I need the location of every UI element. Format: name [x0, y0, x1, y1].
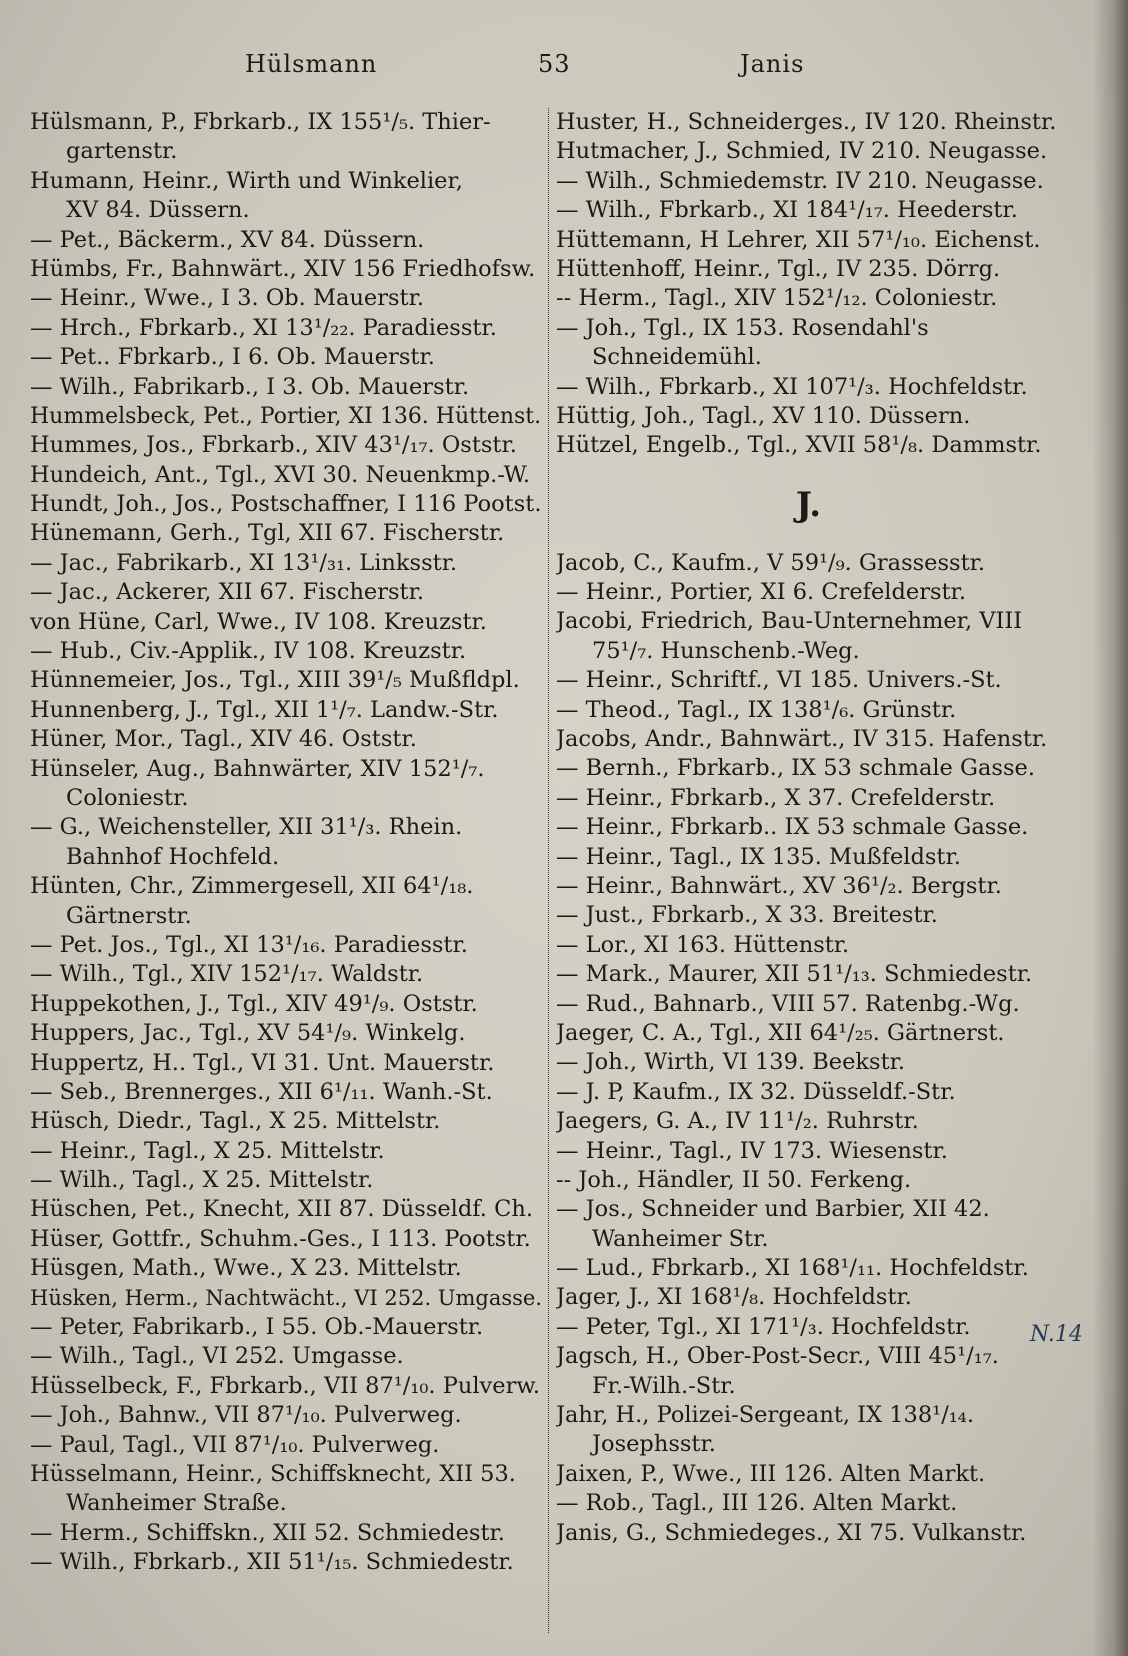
directory-entry: Hüttemann, H Lehrer, XII 57¹/₁₀. Eichenst.: [556, 226, 1041, 253]
left-column: [30, 108, 550, 1578]
directory-entry: XV 84. Düssern.: [66, 197, 250, 224]
directory-entry: — Mark., Maurer, XII 51¹/₁₃. Schmiedestr.: [556, 961, 1033, 988]
directory-entry: — Rud., Bahnarb., VIII 57. Ratenbg.-Wg.: [556, 990, 1020, 1017]
directory-entry: Huppertz, H.. Tgl., VI 31. Unt. Mauerstr.: [30, 1049, 495, 1076]
running-head: [0, 44, 1128, 84]
directory-entry: Hützel, Engelb., Tgl., XVII 58¹/₈. Dammstr.: [556, 432, 1042, 459]
directory-entry: — Joh., Tgl., IX 153. Rosendahl's: [556, 314, 929, 341]
directory-entry: Fr.-Wilh.-Str.: [592, 1372, 736, 1399]
directory-entry: — Wilh., Fabrikarb., I 3. Ob. Mauerstr.: [30, 373, 470, 400]
directory-entry: Hummes, Jos., Fbrkarb., XIV 43¹/₁₇. Oststr.: [30, 432, 517, 459]
directory-entry: — Heinr., Portier, XI 6. Crefelderstr.: [556, 579, 966, 606]
directory-entry: — Pet.. Fbrkarb., I 6. Ob. Mauerstr.: [30, 344, 435, 371]
directory-entry: — Hrch., Fbrkarb., XI 13¹/₂₂. Paradiesstr.: [30, 314, 497, 341]
handwritten-annotation: N.14: [1030, 1322, 1083, 1347]
directory-entry: — Wilh., Schmiedemstr. IV 210. Neugasse.: [556, 167, 1044, 194]
directory-entry: — Heinr., Fbrkarb.. IX 53 schmale Gasse.: [556, 814, 1029, 841]
directory-entry: Hunnenberg, J., Tgl., XII 1¹/₇. Landw.-Str.: [30, 696, 499, 723]
directory-entry: — Heinr., Tagl., IX 135. Mußfeldstr.: [556, 843, 961, 870]
directory-entry: — Heinr., Tagl., X 25. Mittelstr.: [30, 1137, 385, 1164]
directory-entry: — Heinr., Fbrkarb., X 37. Crefelderstr.: [556, 784, 996, 811]
directory-entry: Hüsselbeck, F., Fbrkarb., VII 87¹/₁₀. Pulverw.: [30, 1372, 541, 1399]
directory-entry: — Heinr., Bahnwärt., XV 36¹/₂. Bergstr.: [556, 872, 1002, 899]
directory-entry: Hünten, Chr., Zimmergesell, XII 64¹/₁₈.: [30, 873, 474, 900]
directory-entry: Hüsselmann, Heinr., Schiffsknecht, XII 53.: [30, 1460, 516, 1487]
directory-entry: -- Joh., Händler, II 50. Ferkeng.: [556, 1166, 912, 1193]
directory-entry: — Just., Fbrkarb., X 33. Breitestr.: [556, 902, 938, 929]
directory-entry: -- Herm., Tagl., XIV 152¹/₁₂. Coloniestr.: [556, 285, 998, 312]
directory-entry: Hüttig, Joh., Tagl., XV 110. Düssern.: [556, 402, 971, 429]
directory-entry: — Pet. Jos., Tgl., XI 13¹/₁₆. Paradiesstr.: [30, 931, 468, 958]
directory-entry: — Joh., Wirth, VI 139. Beekstr.: [556, 1049, 906, 1076]
directory-entry: Jagsch, H., Ober-Post-Secr., VIII 45¹/₁₇.: [556, 1343, 999, 1370]
directory-entry: — Wilh., Tagl., VI 252. Umgasse.: [30, 1343, 404, 1370]
directory-entry: Wanheimer Str.: [592, 1225, 769, 1252]
directory-entry: — Peter, Tgl., XI 171¹/₃. Hochfeldstr.: [556, 1313, 971, 1340]
directory-entry: Hüner, Mor., Tagl., XIV 46. Oststr.: [30, 726, 417, 753]
directory-entry: — Hub., Civ.-Applik., IV 108. Kreuzstr.: [30, 638, 467, 665]
directory-entry: Hüsch, Diedr., Tagl., X 25. Mittelstr.: [30, 1108, 441, 1135]
directory-entry: Huster, H., Schneiderges., IV 120. Rheinstr.: [556, 109, 1057, 135]
directory-entry: — Rob., Tagl., III 126. Alten Markt.: [556, 1490, 958, 1517]
right-column-j-entries: [556, 549, 1061, 1548]
directory-entry: Gärtnerstr.: [66, 902, 192, 929]
directory-entry: Huppers, Jac., Tgl., XV 54¹/₉. Winkelg.: [30, 1020, 466, 1047]
book-spine-shadow: [1092, 0, 1128, 1656]
directory-entry: Hüsken, Herm., Nachtwächt., VI 252. Umgasse.: [30, 1285, 543, 1310]
directory-entry: Jaixen, P., Wwe., III 126. Alten Markt.: [556, 1460, 986, 1487]
header-last-name: Janis: [740, 50, 805, 78]
directory-entry: Coloniestr.: [66, 784, 189, 811]
directory-entry: Jacobi, Friedrich, Bau-Unternehmer, VIII: [556, 608, 1023, 635]
directory-entry: Jacob, C., Kaufm., V 59¹/₉. Grassesstr.: [556, 549, 986, 576]
directory-entry: — Wilh., Fbrkarb., XI 184¹/₁₇. Heederstr.: [556, 197, 1018, 224]
right-column: [556, 108, 1061, 1548]
directory-entry: Jager, J., XI 168¹/₈. Hochfeldstr.: [556, 1284, 912, 1311]
directory-entry: — Seb., Brennerges., XII 6¹/₁₁. Wanh.-St.: [30, 1078, 493, 1105]
directory-entry: — Heinr., Tagl., IV 173. Wiesenstr.: [556, 1137, 948, 1164]
directory-entry: — Wilh., Fbrkarb., XII 51¹/₁₅. Schmiedestr.: [30, 1549, 514, 1576]
directory-entry: — Bernh., Fbrkarb., IX 53 schmale Gasse.: [556, 755, 1035, 782]
directory-entry: — J. P, Kaufm., IX 32. Düsseldf.-Str.: [556, 1078, 956, 1105]
directory-entry: — Theod., Tagl., IX 138¹/₆. Grünstr.: [556, 696, 957, 723]
directory-entry: Jahr, H., Polizei-Sergeant, IX 138¹/₁₄.: [556, 1402, 974, 1429]
directory-entry: gartenstr.: [66, 138, 178, 165]
directory-entry: — Jos., Schneider und Barbier, XII 42.: [556, 1196, 990, 1223]
directory-entry: Jaeger, C. A., Tgl., XII 64¹/₂₅. Gärtnerst.: [556, 1019, 1005, 1046]
directory-entry: Huppekothen, J., Tgl., XIV 49¹/₉. Oststr.: [30, 990, 478, 1017]
directory-entry: von Hüne, Carl, Wwe., IV 108. Kreuzstr.: [30, 608, 487, 635]
directory-entry: — Lud., Fbrkarb., XI 168¹/₁₁. Hochfeldstr.: [556, 1255, 1029, 1282]
directory-entry: Hüschen, Pet., Knecht, XII 87. Düsseldf. Ch.: [30, 1196, 533, 1223]
directory-entry: — Herm., Schiffskn., XII 52. Schmiedestr.: [30, 1519, 505, 1546]
directory-entry: — Jac., Ackerer, XII 67. Fischerstr.: [30, 579, 425, 606]
directory-entry: Schneidemühl.: [592, 344, 762, 371]
header-first-name: Hülsmann: [245, 50, 378, 78]
directory-entry: — Paul, Tagl., VII 87¹/₁₀. Pulverweg.: [30, 1431, 440, 1458]
directory-entry: Hünseler, Aug., Bahnwärter, XIV 152¹/₇.: [30, 755, 485, 782]
directory-entry: Hümbs, Fr., Bahnwärt., XIV 156 Friedhofsw.: [30, 255, 536, 282]
directory-entry: — Peter, Fabrikarb., I 55. Ob.-Mauerstr.: [30, 1314, 484, 1341]
directory-entry: Hünnemeier, Jos., Tgl., XIII 39¹/₅ Mußfldpl.: [30, 667, 520, 694]
directory-entry: Jacobs, Andr., Bahnwärt., IV 315. Hafenstr.: [556, 726, 1048, 753]
directory-entry: Hundt, Joh., Jos., Postschaffner, I 116 Pootst.: [30, 491, 542, 518]
directory-entry: — Pet., Bäckerm., XV 84. Düssern.: [30, 226, 425, 253]
directory-entry: 75¹/₇. Hunschenb.-Weg.: [592, 637, 860, 664]
directory-entry: Hummelsbeck, Pet., Portier, XI 136. Hüttenst.: [30, 403, 542, 429]
directory-entry: — Jac., Fabrikarb., XI 13¹/₃₁. Linksstr.: [30, 549, 458, 576]
directory-entry: — Heinr., Wwe., I 3. Ob. Mauerstr.: [30, 285, 425, 312]
section-letter: J.: [795, 484, 822, 525]
directory-entry: Jaegers, G. A., IV 11¹/₂. Ruhrstr.: [556, 1108, 919, 1135]
directory-entry: Wanheimer Straße.: [66, 1490, 287, 1517]
directory-entry: Bahnhof Hochfeld.: [66, 843, 280, 870]
directory-entry: — Wilh., Tgl., XIV 152¹/₁₇. Waldstr.: [30, 961, 424, 988]
directory-entry: — Heinr., Schriftf., VI 185. Univers.-St.: [556, 667, 1002, 694]
directory-entry: Hüsgen, Math., Wwe., X 23. Mittelstr.: [30, 1255, 462, 1282]
directory-entry: — Wilh., Fbrkarb., XI 107¹/₃. Hochfeldstr.: [556, 373, 1028, 400]
directory-entry: Hundeich, Ant., Tgl., XVI 30. Neuenkmp.-W.: [30, 461, 530, 488]
directory-entry: Hüser, Gottfr., Schuhm.-Ges., I 113. Pootstr.: [30, 1225, 531, 1252]
directory-entry: Janis, G., Schmiedeges., XI 75. Vulkanstr.: [556, 1519, 1027, 1546]
directory-entry: Hünemann, Gerh., Tgl, XII 67. Fischerstr.: [30, 520, 505, 547]
directory-entry: — Lor., XI 163. Hüttenstr.: [556, 931, 850, 958]
directory-entry: Hutmacher, J., Schmied, IV 210. Neugasse.: [556, 138, 1048, 165]
directory-entry: Hülsmann, P., Fbrkarb., IX 155¹/₅. Thier-: [30, 109, 491, 135]
right-column-h-entries: [556, 108, 1061, 461]
directory-entry: Hüttenhoff, Heinr., Tgl., IV 235. Dörrg.: [556, 255, 1001, 282]
directory-entry: — Joh., Bahnw., VII 87¹/₁₀. Pulverweg.: [30, 1402, 462, 1429]
directory-entry: — G., Weichensteller, XII 31¹/₃. Rhein.: [30, 814, 463, 841]
page-number: 53: [538, 50, 571, 78]
directory-entry: — Wilh., Tagl., X 25. Mittelstr.: [30, 1167, 374, 1194]
directory-entry: Josephsstr.: [592, 1431, 716, 1458]
directory-entry: Humann, Heinr., Wirth und Winkelier,: [30, 167, 463, 194]
